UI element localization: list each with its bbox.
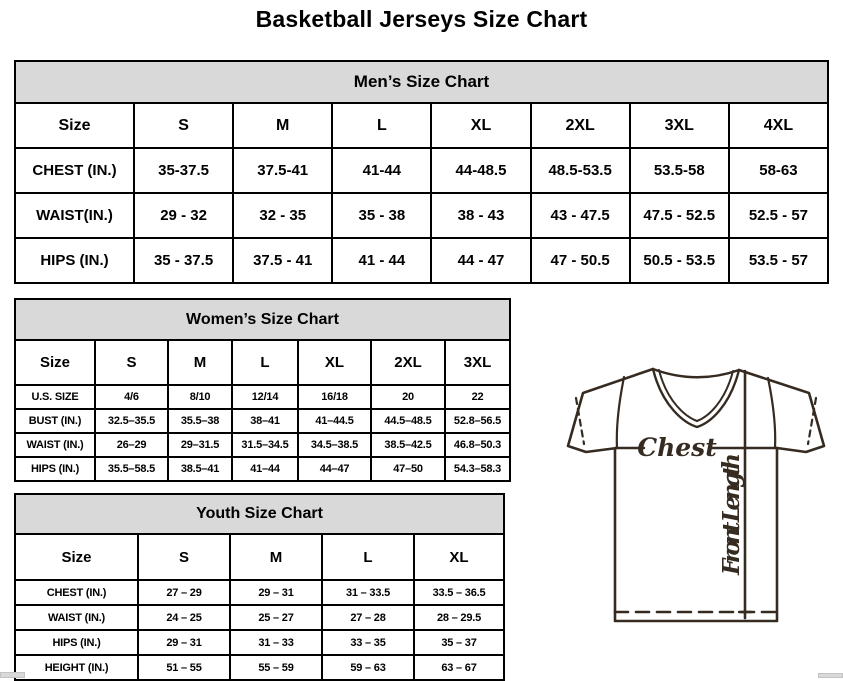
- size-value-cell: 35 - 38: [332, 193, 431, 238]
- size-value-cell: 20: [371, 385, 445, 409]
- size-value-cell: 29 - 32: [134, 193, 233, 238]
- size-value-cell: 31.5–34.5: [232, 433, 298, 457]
- size-value-cell: 29 – 31: [138, 630, 230, 655]
- size-value-cell: 53.5-58: [630, 148, 729, 193]
- chest-label: Chest: [637, 433, 717, 462]
- size-value-cell: 37.5-41: [233, 148, 332, 193]
- column-header: XL: [298, 340, 371, 385]
- row-label: WAIST (IN.): [15, 433, 95, 457]
- table-row: [15, 385, 510, 409]
- jersey-measurement-diagram: [558, 362, 834, 628]
- column-header: L: [232, 340, 298, 385]
- size-value-cell: 38.5–42.5: [371, 433, 445, 457]
- size-value-cell: 54.3–58.3: [445, 457, 510, 481]
- size-value-cell: 47.5 - 52.5: [630, 193, 729, 238]
- column-header-row: [15, 534, 504, 580]
- column-header: L: [322, 534, 414, 580]
- size-value-cell: 35 - 37.5: [134, 238, 233, 283]
- size-value-cell: 44–47: [298, 457, 371, 481]
- size-value-cell: 41-44: [332, 148, 431, 193]
- row-label: CHEST (IN.): [15, 148, 134, 193]
- table-row: [15, 605, 504, 630]
- column-header-row: [15, 103, 828, 148]
- row-label: HIPS (IN.): [15, 457, 95, 481]
- column-header: S: [138, 534, 230, 580]
- table-row: [15, 580, 504, 605]
- column-header: M: [168, 340, 232, 385]
- size-value-cell: 38–41: [232, 409, 298, 433]
- size-value-cell: 35.5–38: [168, 409, 232, 433]
- table-row: [15, 148, 828, 193]
- size-value-cell: 32 - 35: [233, 193, 332, 238]
- size-value-cell: 4/6: [95, 385, 168, 409]
- size-value-cell: 38 - 43: [431, 193, 530, 238]
- size-value-cell: 22: [445, 385, 510, 409]
- column-header: Size: [15, 103, 134, 148]
- size-value-cell: 31 – 33.5: [322, 580, 414, 605]
- size-value-cell: 41–44.5: [298, 409, 371, 433]
- column-header: 2XL: [371, 340, 445, 385]
- size-value-cell: 35 – 37: [414, 630, 504, 655]
- table-row: [15, 433, 510, 457]
- size-value-cell: 47 - 50.5: [531, 238, 630, 283]
- size-value-cell: 8/10: [168, 385, 232, 409]
- womens-size-table: [14, 298, 511, 482]
- size-value-cell: 41–44: [232, 457, 298, 481]
- size-value-cell: 28 – 29.5: [414, 605, 504, 630]
- column-header: L: [332, 103, 431, 148]
- column-header: 3XL: [445, 340, 510, 385]
- table-row: [15, 193, 828, 238]
- row-label: WAIST(IN.): [15, 193, 134, 238]
- size-value-cell: 34.5–38.5: [298, 433, 371, 457]
- table-row: [15, 238, 828, 283]
- row-label: WAIST (IN.): [15, 605, 138, 630]
- column-header: 4XL: [729, 103, 828, 148]
- row-label: HEIGHT (IN.): [15, 655, 138, 680]
- size-value-cell: 29 – 31: [230, 580, 322, 605]
- size-value-cell: 44.5–48.5: [371, 409, 445, 433]
- size-value-cell: 59 – 63: [322, 655, 414, 680]
- size-value-cell: 33.5 – 36.5: [414, 580, 504, 605]
- page-title: Basketball Jerseys Size Chart: [255, 6, 588, 32]
- size-value-cell: 26–29: [95, 433, 168, 457]
- column-header: XL: [414, 534, 504, 580]
- table-title: Youth Size Chart: [15, 494, 504, 534]
- column-header: M: [230, 534, 322, 580]
- size-value-cell: 52.5 - 57: [729, 193, 828, 238]
- size-value-cell: 48.5-53.5: [531, 148, 630, 193]
- table-row: [15, 457, 510, 481]
- row-label: HIPS (IN.): [15, 630, 138, 655]
- size-value-cell: 55 – 59: [230, 655, 322, 680]
- column-header-row: [15, 340, 510, 385]
- size-value-cell: 44 - 47: [431, 238, 530, 283]
- size-value-cell: 41 - 44: [332, 238, 431, 283]
- size-value-cell: 50.5 - 53.5: [630, 238, 729, 283]
- size-value-cell: 32.5–35.5: [95, 409, 168, 433]
- size-value-cell: 35.5–58.5: [95, 457, 168, 481]
- size-value-cell: 29–31.5: [168, 433, 232, 457]
- column-header: S: [134, 103, 233, 148]
- column-header: XL: [431, 103, 530, 148]
- column-header: 2XL: [531, 103, 630, 148]
- youth-size-table: [14, 493, 505, 681]
- hscrollbar-left-button[interactable]: [0, 672, 25, 678]
- table-title: Women’s Size Chart: [15, 299, 510, 340]
- mens-size-table: [14, 60, 829, 284]
- table-row: [15, 630, 504, 655]
- table-title: Men’s Size Chart: [15, 61, 828, 103]
- column-header: 3XL: [630, 103, 729, 148]
- column-header: S: [95, 340, 168, 385]
- size-value-cell: 38.5–41: [168, 457, 232, 481]
- column-header: Size: [15, 340, 95, 385]
- row-label: HIPS (IN.): [15, 238, 134, 283]
- size-value-cell: 46.8–50.3: [445, 433, 510, 457]
- size-value-cell: 63 – 67: [414, 655, 504, 680]
- size-value-cell: 12/14: [232, 385, 298, 409]
- row-label: U.S. SIZE: [15, 385, 95, 409]
- size-value-cell: 16/18: [298, 385, 371, 409]
- hscrollbar-right-button[interactable]: [818, 673, 843, 678]
- column-header: Size: [15, 534, 138, 580]
- size-value-cell: 24 – 25: [138, 605, 230, 630]
- size-value-cell: 27 – 28: [322, 605, 414, 630]
- size-value-cell: 52.8–56.5: [445, 409, 510, 433]
- size-value-cell: 43 - 47.5: [531, 193, 630, 238]
- front-length-label: Front Length: [718, 453, 745, 575]
- size-value-cell: 33 – 35: [322, 630, 414, 655]
- size-value-cell: 44-48.5: [431, 148, 530, 193]
- size-value-cell: 58-63: [729, 148, 828, 193]
- row-label: BUST (IN.): [15, 409, 95, 433]
- size-value-cell: 27 – 29: [138, 580, 230, 605]
- size-value-cell: 47–50: [371, 457, 445, 481]
- size-value-cell: 35-37.5: [134, 148, 233, 193]
- table-row: [15, 655, 504, 680]
- size-value-cell: 25 – 27: [230, 605, 322, 630]
- size-value-cell: 51 – 55: [138, 655, 230, 680]
- size-value-cell: 31 – 33: [230, 630, 322, 655]
- jersey-outline-shape: [568, 369, 824, 621]
- row-label: CHEST (IN.): [15, 580, 138, 605]
- size-value-cell: 37.5 - 41: [233, 238, 332, 283]
- column-header: M: [233, 103, 332, 148]
- size-value-cell: 53.5 - 57: [729, 238, 828, 283]
- table-row: [15, 409, 510, 433]
